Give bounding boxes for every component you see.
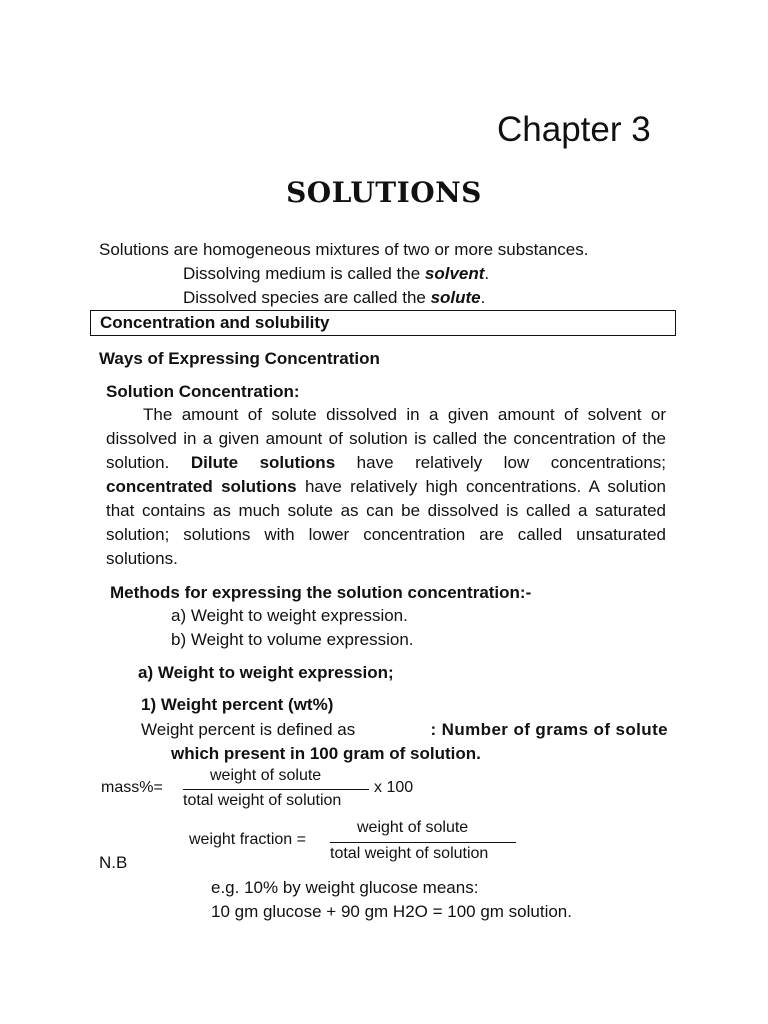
weight-fraction-fraction-bar	[330, 842, 516, 843]
boxed-heading: Concentration and solubility	[90, 310, 676, 336]
dilute-term: Dilute solutions	[190, 453, 336, 472]
solute-period: .	[480, 288, 486, 307]
concentration-paragraph	[106, 403, 666, 571]
solute-term: solute	[430, 288, 481, 307]
method-item-a: a) Weight to weight expression.	[171, 606, 408, 625]
example-line-1: e.g. 10% by weight glucose means:	[211, 878, 479, 897]
solvent-definition	[183, 262, 489, 286]
solvent-period: .	[484, 264, 490, 283]
example-line-2: 10 gm glucose + 90 gm H2O = 100 gm solution.	[211, 902, 572, 921]
mass-percent-numerator: weight of solute	[210, 767, 322, 784]
solution-concentration-heading: Solution Concentration:	[106, 382, 300, 401]
weight-fraction-denominator: total weight of solution	[330, 845, 489, 862]
weight-fraction-numerator: weight of solute	[357, 819, 469, 836]
intro-line: Solutions are homogeneous mixtures of two or more substances.	[99, 240, 589, 259]
page-title: SOLUTIONS	[286, 176, 482, 209]
solvent-term: solvent	[424, 264, 485, 283]
mass-percent-factor: x 100	[374, 779, 414, 796]
chapter-heading: Chapter 3	[497, 110, 651, 149]
definition-bold-1: : Number of grams of solute	[430, 720, 668, 739]
definition-text: Weight percent is defined as	[141, 720, 356, 739]
solute-definition	[183, 286, 485, 310]
weight-fraction-lhs: weight fraction =	[189, 831, 306, 848]
solute-definition-text: Dissolved species are called the	[183, 288, 431, 307]
mass-percent-lhs: mass%=	[101, 779, 163, 796]
concentrated-term: concentrated solutions	[106, 477, 297, 496]
ways-heading: Ways of Expressing Concentration	[99, 349, 380, 368]
paragraph-text-2: have relatively low concentrations;	[335, 453, 666, 472]
methods-heading: Methods for expressing the solution concentration:-	[110, 583, 532, 602]
nb-label: N.B	[99, 853, 128, 872]
paragraph-text-1: The amount of solute dissolved in a given amount of solvent or dissolved in a given amount of solution is called the concentration of the solution.	[106, 405, 666, 472]
mass-percent-denominator: total weight of solution	[183, 792, 342, 809]
weight-percent-heading: 1) Weight percent (wt%)	[141, 695, 334, 714]
paragraph-text-3: have relatively high concentrations. A solution that contains as much solute as can be dissolved is called a saturated solution; solutions with lower concentration are called unsaturated solutions.	[106, 477, 666, 568]
mass-percent-fraction-bar	[183, 789, 369, 790]
method-item-b: b) Weight to volume expression.	[171, 630, 414, 649]
solvent-definition-text: Dissolving medium is called the	[183, 264, 425, 283]
weight-percent-definition	[141, 718, 668, 742]
section-a-heading: a) Weight to weight expression;	[138, 663, 394, 682]
definition-bold-2: which present in 100 gram of solution.	[171, 744, 481, 763]
